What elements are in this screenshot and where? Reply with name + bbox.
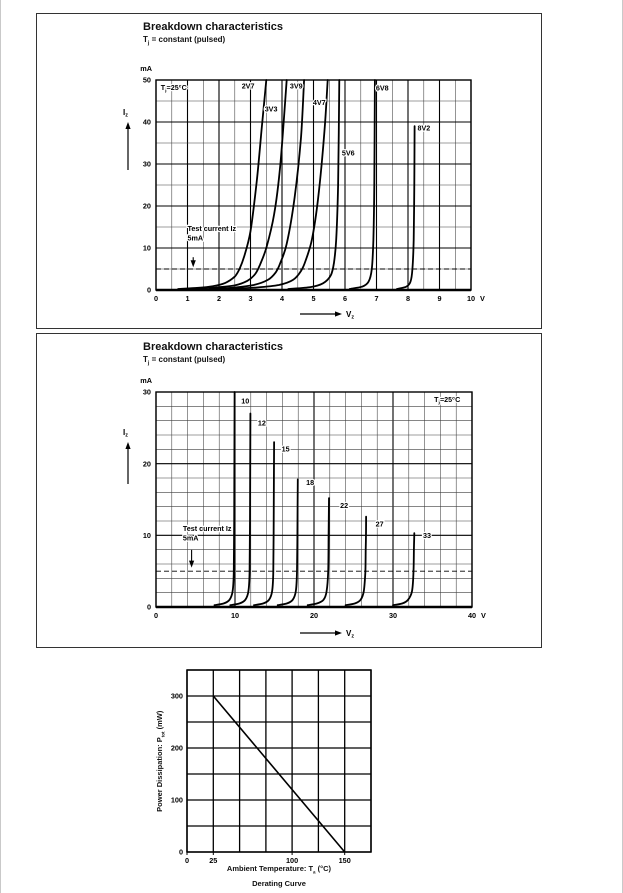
derating-plot <box>151 660 396 875</box>
x-tick-label: 150 <box>338 856 351 865</box>
derating-caption: Derating Curve <box>252 879 306 888</box>
curve-label-33: 33 <box>423 531 431 541</box>
y-tick-label: 200 <box>170 743 183 753</box>
curve-label-27: 27 <box>375 519 384 529</box>
x-tick-label: 25 <box>209 856 218 865</box>
chart-title-high: Breakdown characteristics <box>143 341 284 353</box>
curve-label-22: 22 <box>340 501 349 511</box>
y-tick-label: 20 <box>142 201 151 211</box>
y-tick-label: 0 <box>146 602 151 612</box>
subtitle-pre: T <box>143 355 148 364</box>
curve-2V7 <box>178 80 266 289</box>
y-tick-label: 0 <box>178 847 183 857</box>
derating-ylabel <box>155 696 166 826</box>
y-tick-label: 30 <box>142 159 151 169</box>
xlabel-pre: Ambient Temperature: T <box>226 864 314 873</box>
y-tick-label: 50 <box>142 75 151 85</box>
condition-label: $T_j=25^oC$ <box>434 395 461 406</box>
x-tick-label: 4 <box>279 294 285 303</box>
arrowhead-icon <box>335 311 342 316</box>
arrowhead-icon <box>335 630 342 635</box>
ylabel-sub: tot <box>160 731 166 738</box>
x-tick-label: 3 <box>248 294 253 303</box>
y-tick-label: 10 <box>142 530 151 540</box>
curve-label-8V2: 8V2 <box>417 123 431 133</box>
x-tick-label: 20 <box>309 611 319 620</box>
curve-18 <box>278 479 298 605</box>
y-axis-unit: mA <box>140 64 152 73</box>
subtitle-pre: T <box>143 35 148 44</box>
breakdown-low-panel <box>36 13 542 329</box>
x-tick-label: 30 <box>388 611 398 620</box>
curve-label-10: 10 <box>241 396 250 406</box>
x-tick-label: 6 <box>342 294 348 303</box>
x-tick-label: 0 <box>153 294 159 303</box>
curve-label-12: 12 <box>257 418 266 428</box>
arrowhead-icon <box>191 260 196 267</box>
curve-33 <box>393 533 414 605</box>
y-axis-label: $I_z$ <box>123 108 128 119</box>
y-tick-label: 300 <box>170 691 183 701</box>
curve-10 <box>215 392 235 605</box>
test-current-label: Test current Iz <box>187 224 237 234</box>
test-current-label: Test current Iz <box>182 524 232 533</box>
condition-label: $T_j=25^oC$ <box>160 83 187 94</box>
y-tick-label: 30 <box>142 387 151 397</box>
ylabel-post: (mW) <box>154 710 164 732</box>
x-tick-label: 10 <box>230 611 240 620</box>
y-tick-label: 0 <box>146 285 151 295</box>
x-tick-label: 9 <box>437 294 442 303</box>
arrowhead-icon <box>125 442 130 449</box>
curve-27 <box>346 517 367 606</box>
subtitle-sub: j <box>147 360 150 367</box>
x-axis-label: $V_z$ <box>346 309 355 321</box>
x-axis-label: $V_z$ <box>346 628 355 640</box>
subtitle-post: = constant (pulsed) <box>149 35 226 44</box>
y-tick-label: 100 <box>170 795 183 805</box>
curve-label-15: 15 <box>281 444 290 454</box>
xlabel-sub: a <box>313 869 316 875</box>
test-current-value: 5mA <box>182 533 199 543</box>
curve-6V8 <box>350 80 375 289</box>
y-tick-label: 10 <box>142 243 151 253</box>
breakdown-low-plot <box>37 14 540 327</box>
subtitle-sub: j <box>147 40 150 47</box>
subtitle-post: = constant (pulsed) <box>149 355 226 364</box>
derating-panel <box>151 660 396 893</box>
x-tick-label: 2 <box>216 294 222 303</box>
curve-15 <box>254 442 274 605</box>
y-axis-unit: mA <box>140 376 152 385</box>
ylabel-pre: Power Dissipation: P <box>154 737 164 812</box>
curve-label-4V7: 4V7 <box>312 98 326 108</box>
x-tick-label: 7 <box>374 294 379 303</box>
chart-title-low: Breakdown characteristics <box>143 21 284 33</box>
curve-label-2V7: 2V7 <box>241 81 255 91</box>
x-tick-label: 100 <box>286 856 299 865</box>
xlabel-post: (°C) <box>315 864 332 873</box>
curve-label-3V9: 3V9 <box>289 81 303 91</box>
curve-label-6V8: 6V8 <box>375 83 389 93</box>
y-axis-label: $I_z$ <box>123 428 128 439</box>
breakdown-high-plot <box>37 334 540 647</box>
x-tick-label: 40 <box>467 611 477 620</box>
derating-xlabel <box>187 864 371 875</box>
y-tick-label: 20 <box>142 459 151 469</box>
arrowhead-icon <box>125 122 130 129</box>
x-tick-label: 0 <box>184 856 190 865</box>
x-tick-label: 5 <box>311 294 316 303</box>
test-current-value: 5mA <box>187 233 204 243</box>
curve-8V2 <box>397 126 415 289</box>
curve-label-5V6: 5V6 <box>341 148 355 158</box>
x-tick-label: 8 <box>405 294 411 303</box>
curve-22 <box>308 498 329 605</box>
x-tick-label: 1 <box>185 294 190 303</box>
x-axis-unit: V <box>480 294 485 303</box>
curve-label-3V3: 3V3 <box>264 104 278 114</box>
x-axis-unit: V <box>481 611 486 620</box>
x-tick-label: 0 <box>153 611 159 620</box>
x-tick-label: 10 <box>466 294 476 303</box>
curve-label-18: 18 <box>306 478 315 488</box>
breakdown-high-panel <box>36 333 542 648</box>
y-tick-label: 40 <box>142 117 151 127</box>
